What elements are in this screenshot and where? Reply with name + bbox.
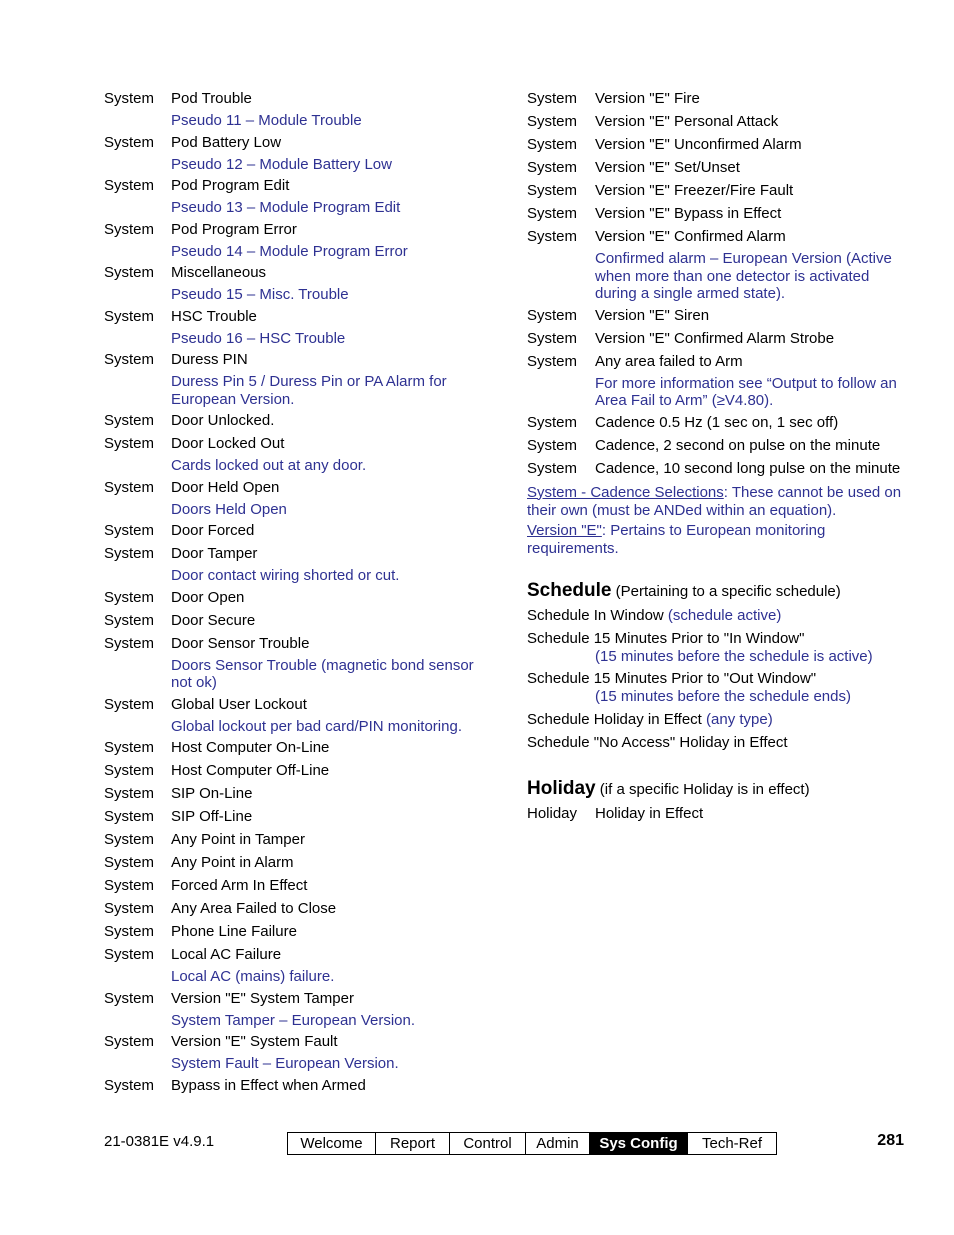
condition-row — [104, 807, 484, 826]
condition-note: Duress Pin 5 / Duress Pin or PA Alarm for European Version. — [171, 373, 447, 408]
nav-tab-welcome[interactable]: Welcome — [288, 1133, 376, 1154]
footnote — [527, 484, 912, 520]
condition-row — [104, 89, 484, 108]
condition-category: System — [104, 133, 155, 151]
condition-note: Pseudo 12 – Module Battery Low — [171, 155, 392, 173]
schedule-list — [527, 606, 912, 752]
right-entries — [527, 89, 912, 478]
condition-row — [104, 989, 484, 1008]
condition-name: Door Tamper — [171, 545, 258, 562]
condition-row — [104, 945, 484, 964]
condition-name: Pod Trouble — [171, 90, 252, 107]
condition-name: Local AC Failure — [171, 946, 282, 963]
schedule-heading — [527, 580, 912, 603]
condition-row — [104, 695, 484, 714]
condition-category: System — [104, 351, 155, 368]
condition-row — [104, 588, 484, 607]
left-column — [104, 89, 484, 1099]
condition-row — [104, 634, 484, 653]
schedule-subtitle: (Pertaining to a specific schedule) — [615, 582, 841, 600]
condition-note: For more information see “Output to follow an Area Fail to Arm” (≥V4.80). — [595, 374, 897, 409]
condition-name: Forced Arm In Effect — [171, 877, 308, 894]
condition-note: System Fault – European Version. — [171, 1055, 399, 1072]
schedule-note: (schedule active) — [667, 606, 782, 624]
condition-row — [104, 761, 484, 780]
condition-category: System — [527, 136, 578, 153]
condition-note: Pseudo 15 – Misc. Trouble — [171, 286, 349, 303]
condition-name: Duress PIN — [171, 351, 248, 368]
condition-name: Door Secure — [171, 611, 256, 629]
condition-row — [527, 804, 912, 823]
condition-name: Version "E" System Fault — [171, 1033, 338, 1050]
condition-name: Host Computer On-Line — [171, 739, 330, 756]
schedule-note: (any type) — [706, 710, 773, 728]
condition-name: Miscellaneous — [171, 264, 267, 281]
condition-category: System — [104, 264, 155, 281]
footnote-text: : These cannot be used on their own (must be ANDed within an equation). — [527, 483, 902, 519]
condition-category: System — [527, 436, 578, 454]
condition-category: System — [104, 989, 155, 1007]
condition-row — [104, 478, 484, 497]
condition-category: System — [104, 611, 155, 629]
condition-name: Bypass in Effect when Armed — [171, 1076, 366, 1094]
condition-note: Pseudo 13 – Module Program Edit — [171, 199, 401, 216]
condition-row — [527, 89, 912, 108]
schedule-note: (15 minutes before the schedule ends) — [595, 688, 851, 705]
condition-row — [527, 436, 912, 455]
condition-note: Confirmed alarm – European Version (Active when more than one detector is activated during a single armed state). — [595, 250, 892, 302]
condition-name: Version "E" Set/Unset — [595, 159, 740, 176]
condition-row — [104, 133, 484, 152]
condition-row — [527, 459, 912, 478]
schedule-note: (15 minutes before the schedule is active) — [595, 647, 873, 665]
condition-row — [104, 307, 484, 326]
nav-tab-tech-ref[interactable]: Tech-Ref — [701, 1135, 763, 1152]
condition-category: System — [104, 412, 155, 429]
condition-name: Door Open — [171, 588, 245, 606]
condition-name: Pod Program Error — [171, 220, 297, 238]
condition-name: Door Held Open — [171, 478, 280, 496]
condition-name: Cadence 0.5 Hz (1 sec on, 1 sec off) — [595, 413, 839, 431]
condition-category: System — [104, 545, 155, 562]
condition-row — [104, 411, 484, 430]
footnote-text: : Pertains to European monitoring requirements. — [527, 521, 826, 557]
condition-row — [104, 434, 484, 453]
condition-row — [527, 158, 912, 177]
condition-row — [527, 181, 912, 200]
condition-category: System — [527, 329, 578, 347]
condition-name: Pod Battery Low — [171, 133, 282, 151]
condition-name: Phone Line Failure — [171, 923, 297, 940]
condition-row — [104, 220, 484, 239]
schedule-row — [527, 606, 912, 625]
condition-note: Doors Sensor Trouble (magnetic bond sensor not ok) — [171, 656, 474, 691]
condition-row — [104, 830, 484, 849]
holiday-title: Holiday — [527, 777, 596, 799]
condition-name: Version "E" Siren — [595, 306, 710, 324]
holiday-subtitle: (if a specific Holiday is in effect) — [599, 780, 810, 798]
condition-name: Door Forced — [171, 522, 255, 539]
condition-category: System — [527, 159, 578, 176]
condition-row — [104, 922, 484, 941]
condition-category: System — [104, 90, 155, 107]
condition-row — [527, 352, 912, 371]
schedule-row — [527, 629, 912, 666]
condition-row — [104, 544, 484, 563]
condition-name: Door Sensor Trouble — [171, 634, 310, 652]
condition-name: Version "E" Personal Attack — [595, 113, 779, 130]
condition-row — [104, 263, 484, 282]
condition-name: Door Locked Out — [171, 435, 285, 452]
condition-category: System — [527, 113, 578, 130]
schedule-row — [527, 733, 912, 752]
condition-category: System — [104, 634, 155, 652]
condition-category: Holiday — [527, 804, 578, 822]
document-id: 21-0381E v4.9.1 — [104, 1133, 215, 1150]
condition-category: System — [104, 854, 155, 871]
condition-category: System — [104, 478, 155, 496]
condition-category: System — [104, 435, 155, 452]
section-nav — [287, 1132, 777, 1155]
condition-category: System — [104, 588, 155, 606]
schedule-row — [527, 669, 912, 706]
condition-row — [527, 112, 912, 131]
condition-name: Version "E" Confirmed Alarm Strobe — [595, 329, 835, 347]
condition-category: System — [527, 205, 578, 222]
condition-row — [104, 611, 484, 630]
condition-row — [527, 204, 912, 223]
condition-name: Any Area Failed to Close — [171, 900, 337, 917]
condition-row — [104, 738, 484, 757]
condition-row — [104, 350, 484, 369]
schedule-condition: Schedule Holiday in Effect — [527, 710, 702, 728]
nav-tab-report[interactable]: Report — [376, 1133, 450, 1154]
right-column — [527, 89, 912, 827]
condition-name: Holiday in Effect — [595, 804, 704, 822]
condition-note: Pseudo 11 – Module Trouble — [171, 112, 362, 129]
condition-row — [527, 413, 912, 432]
condition-note: Global lockout per bad card/PIN monitoring. — [171, 717, 462, 735]
condition-row — [527, 135, 912, 154]
schedule-condition: Schedule "No Access" Holiday in Effect — [527, 733, 788, 751]
condition-category: System — [104, 762, 155, 779]
condition-name: Version "E" Freezer/Fire Fault — [595, 182, 794, 199]
condition-category: System — [104, 739, 155, 756]
condition-name: Host Computer Off-Line — [171, 762, 330, 779]
condition-name: Version "E" System Tamper — [171, 989, 354, 1007]
condition-row — [527, 227, 912, 246]
condition-name: SIP Off-Line — [171, 808, 253, 825]
condition-category: System — [104, 695, 155, 713]
condition-category: System — [104, 307, 155, 325]
schedule-row — [527, 710, 912, 729]
footnote — [527, 522, 912, 558]
condition-row — [104, 899, 484, 918]
condition-category: System — [104, 808, 155, 825]
condition-category: System — [104, 1076, 155, 1094]
holiday-heading — [527, 778, 912, 801]
footnote-link[interactable]: Version "E" — [527, 521, 602, 539]
nav-tab-sys-config[interactable]: Sys Config — [590, 1133, 688, 1154]
condition-row — [527, 329, 912, 348]
condition-category: System — [527, 90, 578, 107]
footnotes — [527, 484, 912, 558]
condition-category: System — [104, 831, 155, 848]
condition-row — [104, 853, 484, 872]
holiday-list — [527, 804, 912, 823]
condition-name: Any Point in Alarm — [171, 854, 294, 871]
condition-category: System — [527, 459, 578, 477]
condition-category: System — [104, 785, 155, 802]
condition-name: Version "E" Bypass in Effect — [595, 205, 782, 222]
condition-category: System — [527, 352, 578, 370]
footnote-link[interactable]: System - Cadence Selections — [527, 483, 724, 501]
condition-name: HSC Trouble — [171, 307, 257, 325]
condition-category: System — [527, 228, 578, 245]
condition-note: Local AC (mains) failure. — [171, 968, 335, 985]
schedule-condition: Schedule 15 Minutes Prior to "Out Window" — [527, 670, 817, 687]
condition-category: System — [104, 900, 155, 917]
condition-note: Pseudo 16 – HSC Trouble — [171, 329, 346, 347]
condition-name: Version "E" Confirmed Alarm — [595, 228, 786, 245]
condition-note: System Tamper – European Version. — [171, 1011, 416, 1029]
condition-name: SIP On-Line — [171, 785, 253, 802]
nav-tab-admin[interactable]: Admin — [526, 1133, 590, 1154]
schedule-condition: Schedule 15 Minutes Prior to "In Window" — [527, 629, 805, 647]
condition-name: Version "E" Unconfirmed Alarm — [595, 136, 802, 153]
condition-row — [104, 1076, 484, 1095]
condition-category: System — [104, 877, 155, 894]
nav-tab-control[interactable]: Control — [450, 1133, 526, 1154]
condition-row — [104, 784, 484, 803]
condition-category: System — [104, 177, 155, 194]
condition-row — [104, 1032, 484, 1051]
condition-category: System — [104, 1033, 155, 1050]
condition-category: System — [104, 923, 155, 940]
condition-category: System — [527, 182, 578, 199]
condition-row — [527, 306, 912, 325]
condition-category: System — [527, 306, 578, 324]
condition-name: Any Point in Tamper — [171, 831, 305, 848]
condition-name: Pod Program Edit — [171, 177, 290, 194]
schedule-title: Schedule — [527, 579, 612, 601]
condition-note: Door contact wiring shorted or cut. — [171, 567, 400, 584]
condition-name: Door Unlocked. — [171, 412, 275, 429]
condition-name: Global User Lockout — [171, 695, 307, 713]
condition-category: System — [104, 946, 155, 963]
condition-name: Version "E" Fire — [595, 90, 700, 107]
schedule-condition: Schedule In Window — [527, 606, 664, 624]
condition-name: Any area failed to Arm — [595, 352, 743, 370]
condition-row — [104, 176, 484, 195]
condition-note: Cards locked out at any door. — [171, 457, 367, 474]
condition-category: System — [104, 522, 155, 539]
condition-note: Doors Held Open — [171, 500, 287, 518]
condition-name: Cadence, 10 second long pulse on the minute — [595, 459, 901, 477]
condition-category: System — [104, 220, 155, 238]
condition-row — [104, 876, 484, 895]
condition-category: System — [527, 413, 578, 431]
condition-name: Cadence, 2 second on pulse on the minute — [595, 436, 881, 454]
page-number: 281 — [877, 1132, 904, 1149]
condition-row — [104, 521, 484, 540]
condition-note: Pseudo 14 – Module Program Error — [171, 242, 408, 260]
